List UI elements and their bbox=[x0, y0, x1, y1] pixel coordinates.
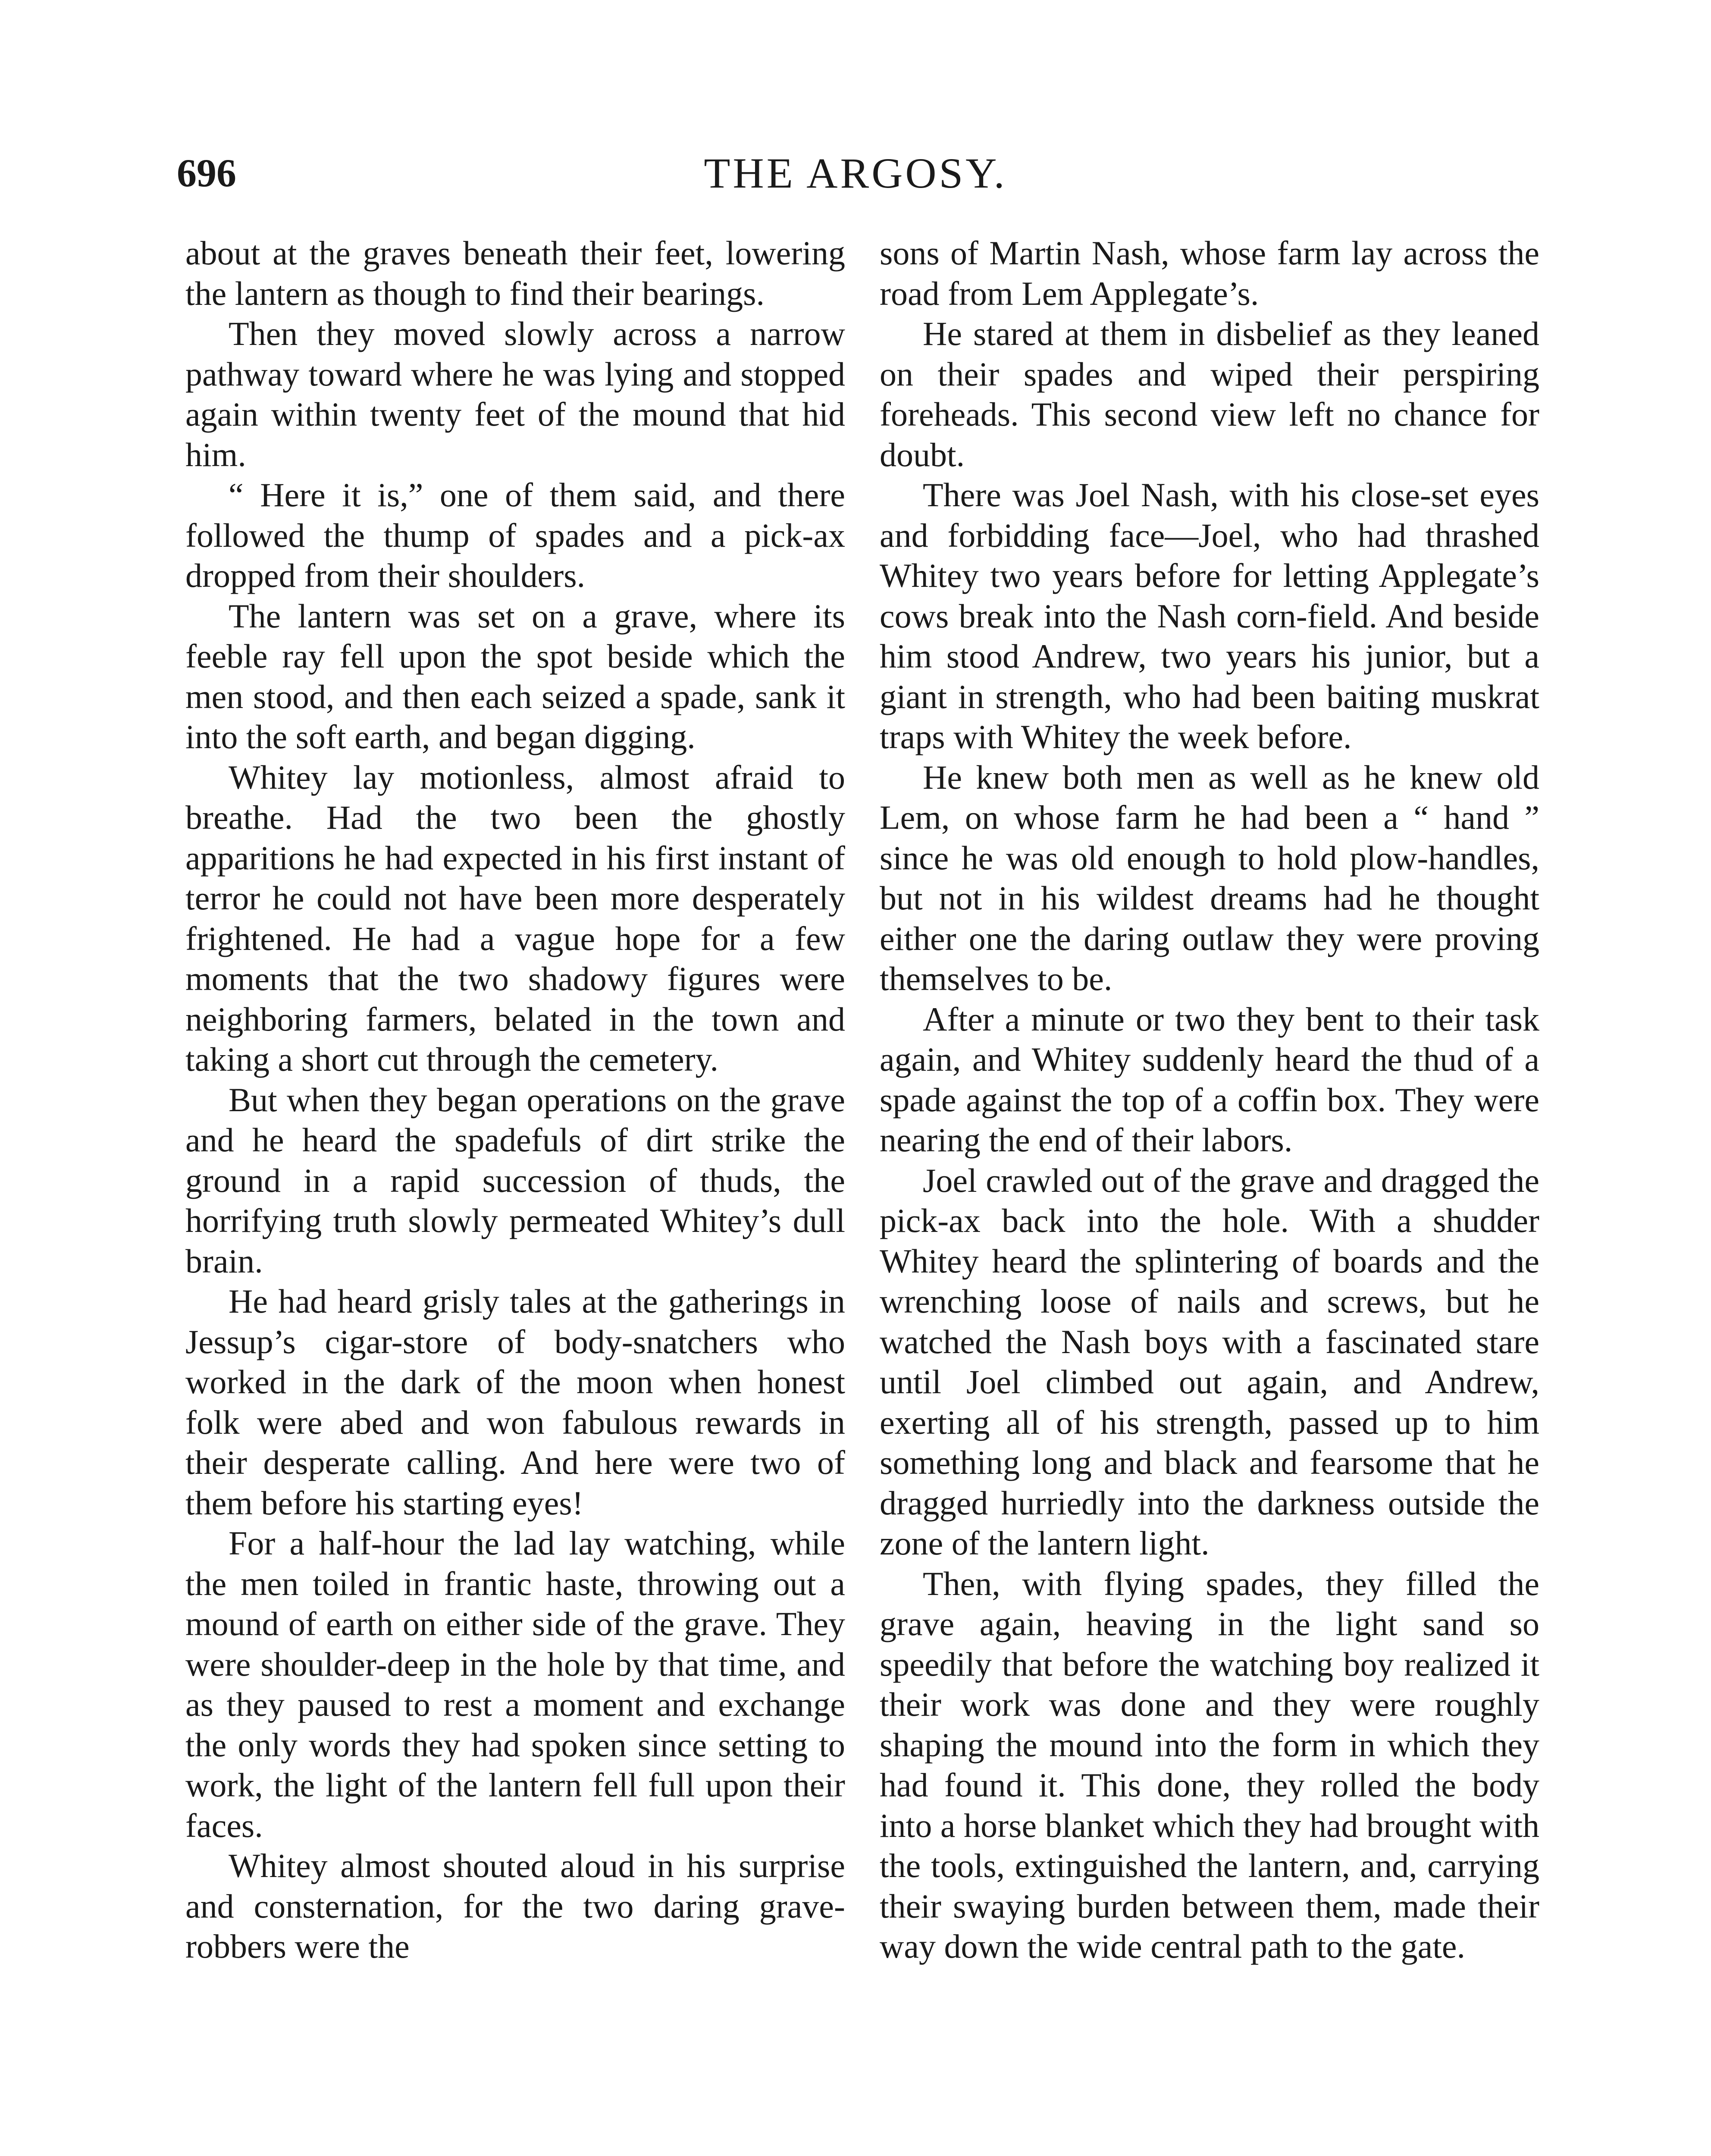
paragraph: Then they moved slowly across a narrow pathway toward where he was lying and stopped again within twenty feet of the mound that hid him. bbox=[185, 315, 845, 473]
running-title: THE ARGOSY. bbox=[704, 149, 1007, 197]
paragraph: He stared at them in disbelief as they leaned on their spades and wiped their perspiring foreheads. This second view left no chance for doubt. bbox=[880, 315, 1539, 473]
paragraph: There was Joel Nash, with his close-set eyes and forbidding face—Joel, who had thrashed Whitey two years before for letting Applegate’s cows break into the Nash corn-field. And beside him stood Andrew, two years his junior, but a giant in strength, who had been baiting muskrat traps with Whitey the week before. bbox=[880, 476, 1539, 755]
paragraph: sons of Martin Nash, whose farm lay across the road from Lem Applegate’s. bbox=[880, 234, 1539, 312]
left-column bbox=[185, 233, 845, 1967]
paragraph: Whitey almost shouted aloud in his surprise and consternation, for the two daring grave-robbers were the bbox=[185, 1847, 845, 1965]
right-column bbox=[880, 233, 1539, 1967]
paragraph: He knew both men as well as he knew old Lem, on whose farm he had been a “ hand ” since he was old enough to hold plow-handles, but not in his wildest dreams had he thought either one the daring outlaw they were proving themselves to be. bbox=[880, 758, 1539, 997]
page-number: 696 bbox=[177, 151, 236, 195]
paragraph: “ Here it is,” one of them said, and there followed the thump of spades and a pick-ax dropped from their shoulders. bbox=[185, 476, 845, 594]
paragraph: For a half-hour the lad lay watching, while the men toiled in frantic haste, throwing out a mound of earth on either side of the grave. They were shoulder-deep in the hole by that time, and as they paused to rest a moment and exchange the only words they had spoken since setting to work, the light of the lantern fell full upon their faces. bbox=[185, 1524, 845, 1844]
paragraph: The lantern was set on a grave, where its feeble ray fell upon the spot beside which the men stood, and then each seized a spade, sank it into the soft earth, and began digging. bbox=[185, 597, 845, 755]
paragraph: Then, with flying spades, they filled the grave again, heaving in the light sand so speedily that before the watching boy realized it their work was done and they were roughly shaping the mound into the form in which they had found it. This done, they rolled the body into a horse blanket which they had brought with the tools, extinguished the lantern, and, carrying their swaying burden between them, made their way down the wide central path to the gate. bbox=[880, 1564, 1539, 1965]
paragraph: He had heard grisly tales at the gatherings in Jessup’s cigar-store of body-snatchers who worked in the dark of the moon when honest folk were abed and won fabulous rewards in their desperate calling. And here were two of them before his starting eyes! bbox=[185, 1282, 845, 1522]
paragraph: After a minute or two they bent to their task again, and Whitey suddenly heard the thud of a spade against the top of a coffin box. They were nearing the end of their labors. bbox=[880, 1000, 1539, 1159]
paragraph: Whitey lay motionless, almost afraid to breathe. Had the two been the ghostly apparitions he had expected in his first instant of terror he could not have been more desperately frightened. He had a vague hope for a few moments that the two shadowy figures were neighboring farmers, belated in the town and taking a short cut through the cemetery. bbox=[185, 758, 845, 1078]
paragraph: Joel crawled out of the grave and dragged the pick-ax back into the hole. With a shudder Whitey heard the splintering of boards and the wrenching loose of nails and screws, but he watched the Nash boys with a fascinated stare until Joel climbed out again, and Andrew, exerting all of his strength, passed up to him something long and black and fearsome that he dragged hurriedly into the darkness outside the zone of the lantern light. bbox=[880, 1161, 1539, 1562]
paragraph: But when they began operations on the grave and he heard the spadefuls of dirt strike the ground in a rapid succession of thuds, the horrifying truth slowly permeated Whitey’s dull brain. bbox=[185, 1081, 845, 1280]
paragraph: about at the graves beneath their feet, lowering the lantern as though to find their bearings. bbox=[185, 234, 845, 312]
